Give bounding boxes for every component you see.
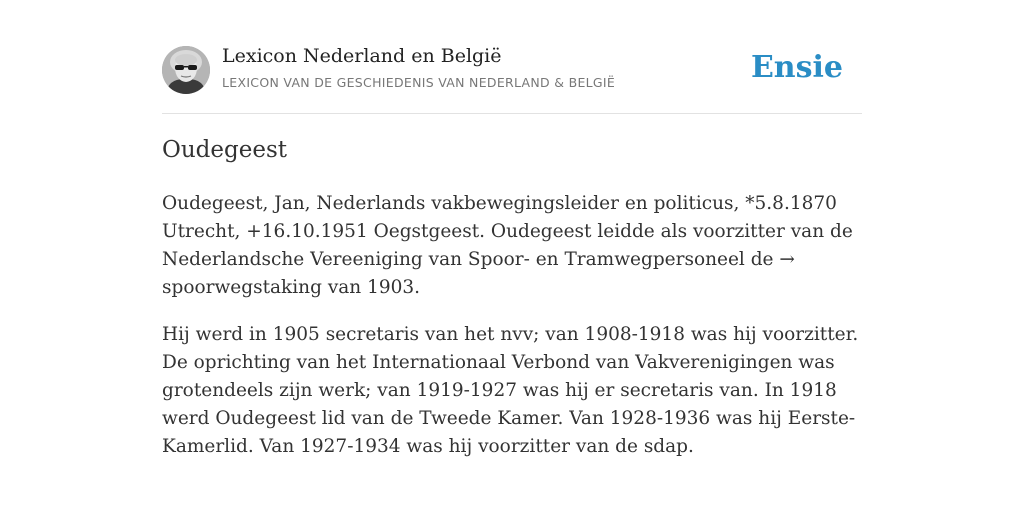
paragraph-1-text: Oudegeest, Jan, Nederlands vakbewegingsleider en politicus, *5.8.1870 Utrecht, +16.10.1951 Oegstgeest. Oudegeest leidde als voorzitter van de Nederlandsche Vereeniging van Spoor- en Tramwegpersoneel de: [162, 193, 853, 270]
avatar-portrait-icon: [162, 46, 210, 94]
entry-paragraph-2: Hij werd in 1905 secretaris van het nvv; van 1908-1918 was hij voorzitter. De oprichting van het Internationaal Verbond van Vakverenigingen was grotendeels zijn werk; van 1919-1927 was hij er secretaris van. In 1918 werd Oudegeest lid van de Tweede Kamer. Van 1928-1936 was hij Eerste-Kamerlid. Van 1927-1934 was hij voorzitter van de sdap.: [162, 324, 859, 457]
arrow-right-icon: →: [779, 249, 795, 270]
author-avatar[interactable]: [162, 46, 210, 94]
entry-body: [162, 190, 862, 480]
source-header: [162, 0, 862, 114]
xref-link-label: spoorwegstaking: [162, 277, 322, 298]
page-container: [162, 0, 862, 457]
paragraph-1-tail: van 1903.: [321, 277, 421, 298]
source-title[interactable]: Lexicon Nederland en België: [222, 45, 502, 67]
source-subtitle: LEXICON VAN DE GESCHIEDENIS VAN NEDERLAND & BELGIË: [222, 75, 616, 90]
entry-title: Oudegeest: [162, 137, 287, 163]
entry-paragraph-1: [162, 190, 862, 302]
ensie-logo[interactable]: Ensie: [750, 50, 843, 85]
